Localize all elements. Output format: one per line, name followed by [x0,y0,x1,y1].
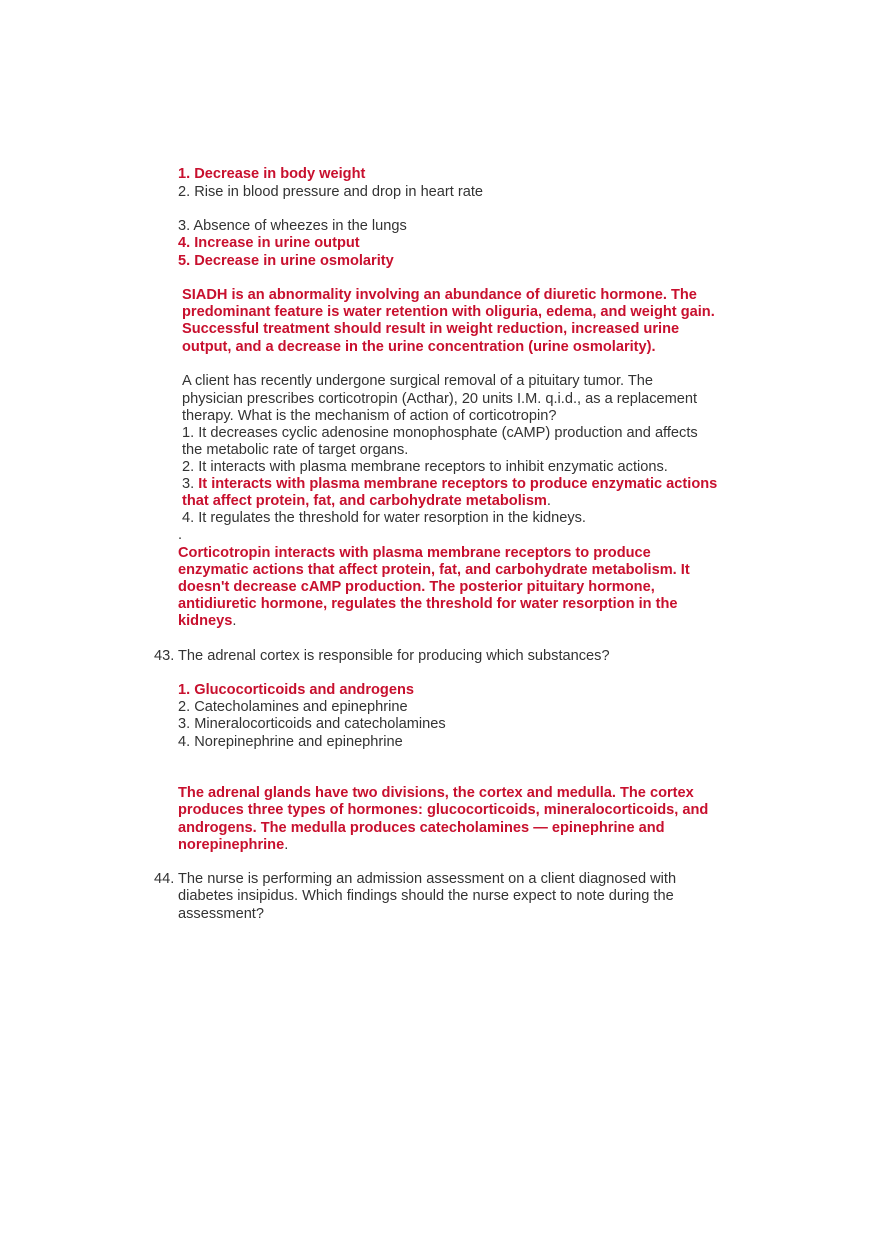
q43-rationale-period: . [284,837,289,853]
q43-number: 43. [154,648,175,664]
q43-option-3: 3. Mineralocorticoids and catecholamines [178,716,446,732]
q44-stem-line-2: diabetes insipidus. Which findings should the nurse expect to note during the [178,888,674,904]
q43-rationale-line-2: produces three types of hormones: glucocorticoids, mineralocorticoids, and [178,802,709,818]
q42-option-1-line-1: 1. It decreases cyclic adenosine monophosphate (cAMP) production and affects [182,425,698,441]
q43-rationale-line-4 [178,837,288,854]
q43-option-4: 4. Norepinephrine and epinephrine [178,734,403,750]
q42-stem-line-1: A client has recently undergone surgical removal of a pituitary tumor. The [182,373,654,389]
answer-option-1: 1. Decrease in body weight [178,166,366,182]
answer-option-3: 3. Absence of wheezes in the lungs [178,218,407,234]
q44-number: 44. [154,871,175,887]
siadh-rationale-line-3: Successful treatment should result in weight reduction, increased urine [182,321,680,337]
q42-rationale-line-2: enzymatic actions that affect protein, fat, and carbohydrate metabolism. It [178,562,690,578]
siadh-rationale-line-1: SIADH is an abnormality involving an abundance of diuretic hormone. The [182,287,697,303]
q42-rationale-last-word: kidneys [178,613,233,629]
q44-stem-line-1: The nurse is performing an admission assessment on a client diagnosed with [178,871,677,887]
q42-stem-line-3: therapy. What is the mechanism of action of corticotropin? [182,408,557,424]
q42-option-4: 4. It regulates the threshold for water resorption in the kidneys. [182,510,586,526]
q42-option-3-line-1 [182,476,717,493]
q42-option-3-text-cont: that affect protein, fat, and carbohydrate metabolism [182,493,547,509]
q43-option-2: 2. Catecholamines and epinephrine [178,699,408,715]
q43-rationale-line-3: androgens. The medulla produces catecholamines — epinephrine and [178,820,665,836]
q42-rationale-line-3: doesn't decrease cAMP production. The posterior pituitary hormone, [178,579,655,595]
q42-rationale-period: . [232,613,237,629]
q42-option-3-line-2 [182,493,551,510]
q43-rationale-last-word: norepinephrine [178,837,285,853]
q43-rationale-line-1: The adrenal glands have two divisions, the cortex and medulla. The cortex [178,785,694,801]
answer-option-5: 5. Decrease in urine osmolarity [178,253,394,269]
q42-option-1-line-2: the metabolic rate of target organs. [182,442,409,458]
q44-stem-line-3: assessment? [178,906,264,922]
answer-option-4: 4. Increase in urine output [178,235,360,251]
answer-option-2: 2. Rise in blood pressure and drop in heart rate [178,184,484,200]
stray-dot: . [178,527,183,543]
q42-rationale-line-5 [178,613,236,630]
q42-option-2: 2. It interacts with plasma membrane receptors to inhibit enzymatic actions. [182,459,668,475]
q42-option-3-prefix: 3. [182,476,199,492]
siadh-rationale-line-2: predominant feature is water retention with oliguria, edema, and weight gain. [182,304,715,320]
q43-option-1: 1. Glucocorticoids and androgens [178,682,414,698]
q43-stem: The adrenal cortex is responsible for producing which substances? [178,648,610,664]
siadh-rationale-line-4: output, and a decrease in the urine concentration (urine osmolarity). [182,339,656,355]
q42-rationale-line-4: antidiuretic hormone, regulates the threshold for water resorption in the [178,596,678,612]
q42-option-3-text: It interacts with plasma membrane receptors to produce enzymatic actions [198,476,718,492]
q42-option-3-period: . [546,493,551,509]
q42-stem-line-2: physician prescribes corticotropin (Acthar), 20 units I.M. q.i.d., as a replacement [182,391,698,407]
q42-rationale-line-1: Corticotropin interacts with plasma membrane receptors to produce [178,545,651,561]
